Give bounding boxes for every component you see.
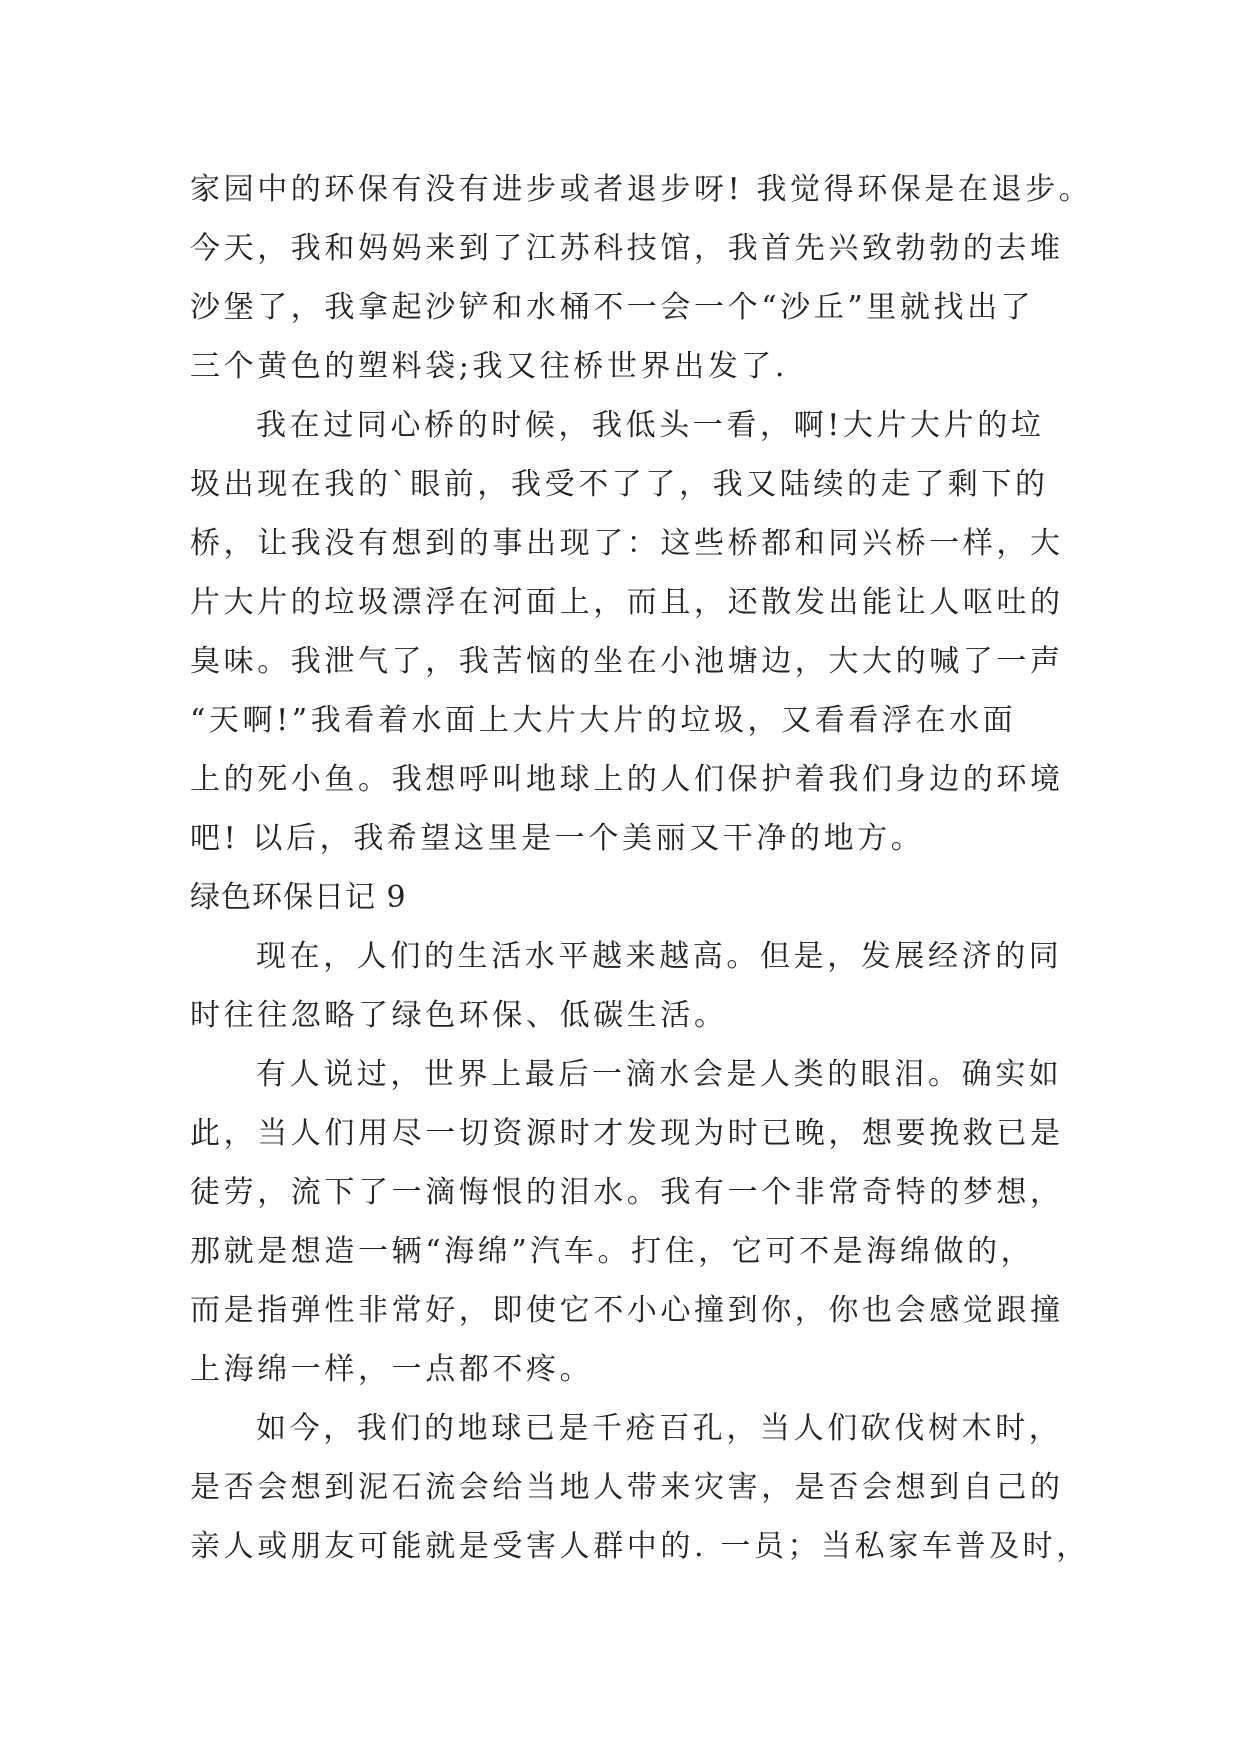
paragraph-start-line: 现在，人们的生活水平越来越高。但是，发展经济的同 — [256, 939, 1063, 974]
text-line: 沙堡了，我拿起沙铲和水桶不一会一个“沙丘”里就找出了 — [190, 290, 1035, 325]
text-line: 而是指弹性非常好，即使它不小心撞到你，你也会感觉跟撞 — [190, 1293, 1064, 1328]
text-line: 吧! 以后，我希望这里是一个美丽又干净的地方。 — [190, 821, 925, 856]
text-line: 徒劳，流下了一滴悔恨的泪水。我有一个非常奇特的梦想， — [190, 1175, 1064, 1210]
text-line: 上海绵一样，一点都不疼。 — [190, 1352, 594, 1387]
paragraph-start-line: 如今，我们的地球已是千疮百孔，当人们砍伐树木时， — [256, 1411, 1063, 1446]
text-line: “天啊!”我看着水面上大片大片的垃圾，又看看浮在水面 — [190, 703, 1017, 738]
text-line: 三个黄色的塑料袋;我又往桥世界出发了. — [190, 349, 789, 384]
text-line: 上的死小鱼。我想呼叫地球上的人们保护着我们身边的环境 — [190, 762, 1064, 797]
text-line: 那就是想造一辆“海绵”汽车。打住，它可不是海绵做的， — [190, 1234, 1035, 1269]
paragraph-start-line: 我在过同心桥的时候，我低头一看，啊!大片大片的垃 — [256, 408, 1045, 443]
text-line: 时往往忽略了绿色环保、低碳生活。 — [190, 998, 728, 1033]
text-line: 今天，我和妈妈来到了江苏科技馆，我首先兴致勃勃的去堆 — [190, 231, 1064, 266]
text-line: 圾出现在我的`眼前，我受不了了，我又陆续的走了剩下的 — [190, 467, 1049, 502]
text-line: 亲人或朋友可能就是受害人群中的. 一员；当私家车普及时， — [190, 1529, 1090, 1564]
paragraph-start-line: 有人说过，世界上最后一滴水会是人类的眼泪。确实如 — [256, 1057, 1063, 1092]
document-body — [190, 160, 1100, 1576]
text-line: 家园中的环保有没有进步或者退步呀! 我觉得环保是在退步。 — [190, 172, 1093, 207]
text-line: 是否会想到泥石流会给当地人带来灾害，是否会想到自己的 — [190, 1470, 1064, 1505]
text-line: 片大片的垃圾漂浮在河面上，而且，还散发出能让人呕吐的 — [190, 585, 1064, 620]
text-line: 桥，让我没有想到的事出现了：这些桥都和同兴桥一样，大 — [190, 526, 1064, 561]
section-heading: 绿色环保日记 9 — [190, 880, 407, 915]
text-line: 此，当人们用尽一切资源时才发现为时已晚，想要挽救已是 — [190, 1116, 1064, 1151]
text-line: 臭味。我泄气了，我苦恼的坐在小池塘边，大大的喊了一声 — [190, 644, 1064, 679]
